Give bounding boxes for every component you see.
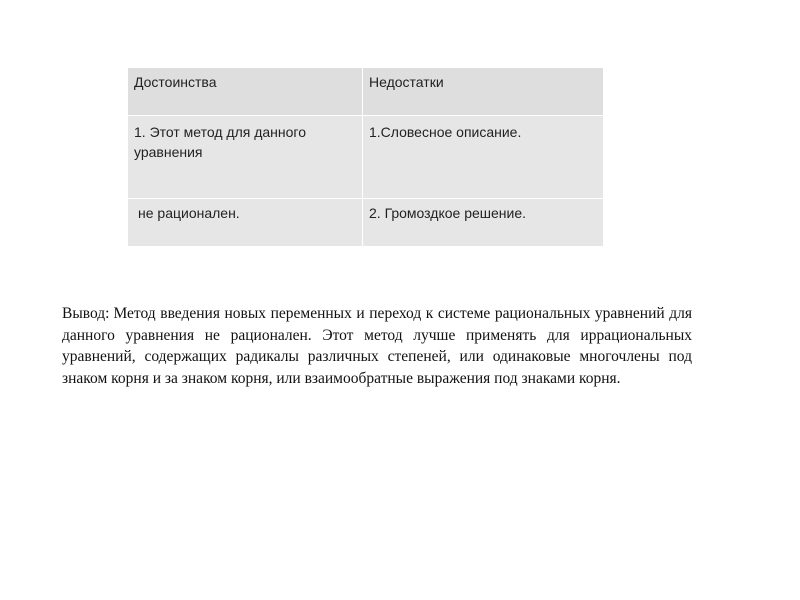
- cell-disadvantage-1: 1.Словесное описание.: [363, 116, 604, 199]
- cell-advantage-1: 1. Этот метод для данного уравнения: [128, 116, 363, 199]
- cell-advantage-2: не рационален.: [128, 199, 363, 247]
- table-row: [128, 199, 604, 247]
- header-advantages: Достоинства: [128, 68, 363, 116]
- header-disadvantages: Недостатки: [363, 68, 604, 116]
- table-header-row: [128, 68, 604, 116]
- conclusion-paragraph: [62, 303, 692, 389]
- table-row: [128, 116, 604, 199]
- comparison-table: [127, 67, 604, 247]
- conclusion-text: Метод введения новых переменных и переход к системе рациональных уравнений для данного уравнения не рационален. Этот метод лучше применять для иррациональных уравнений, содержащих радикалы различных степеней, или одинаковые многочлены под знаком корня и за знаком корня, или взаимообратные выражения под знаками корня.: [62, 305, 692, 387]
- cell-disadvantage-2: 2. Громоздкое решение.: [363, 199, 604, 247]
- conclusion-lead: Вывод:: [62, 305, 110, 322]
